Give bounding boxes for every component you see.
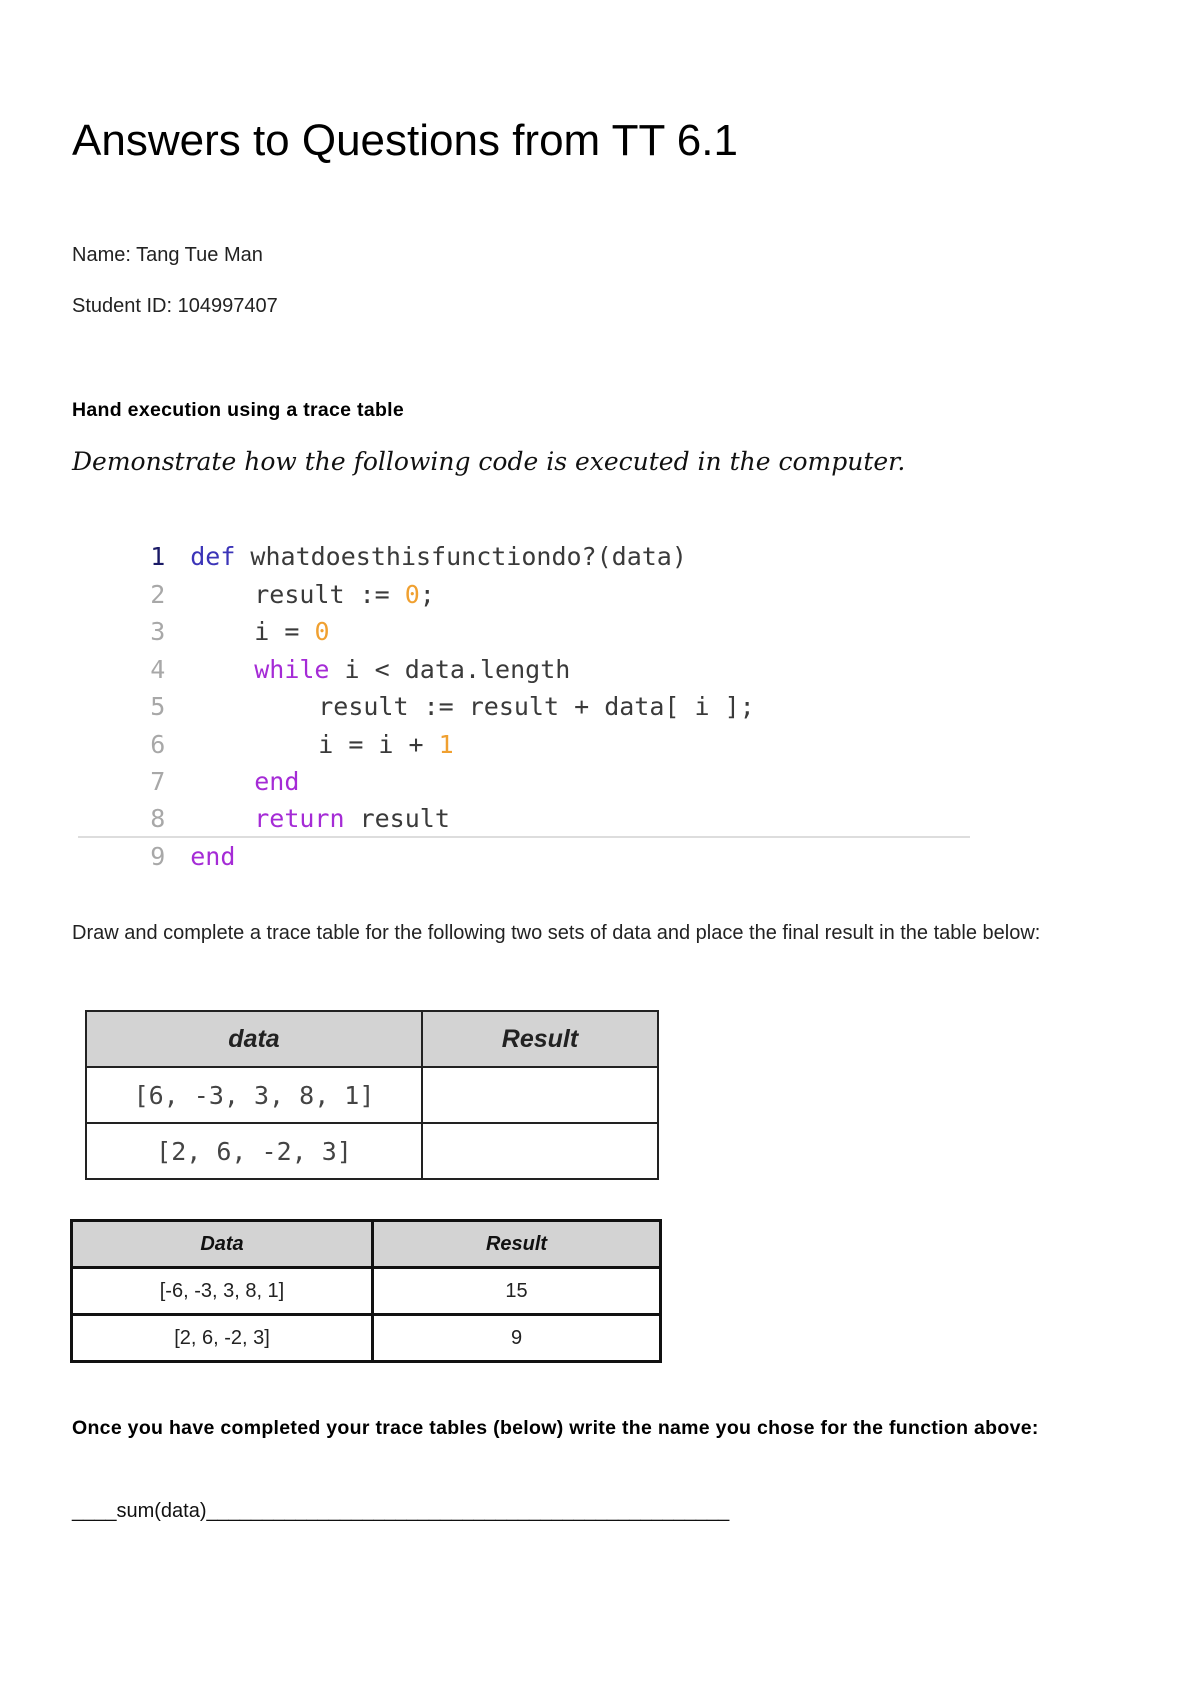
line-number: 2 bbox=[150, 580, 166, 609]
table-cell bbox=[422, 1123, 658, 1179]
table-header-row bbox=[86, 1011, 658, 1067]
code-listing bbox=[78, 500, 970, 871]
line-number: 8 bbox=[150, 804, 166, 833]
closing-question: Once you have completed your trace tables (below) write the name you chose for the function above: bbox=[72, 1417, 1039, 1439]
table-cell: 15 bbox=[373, 1268, 661, 1315]
table-cell: [2, 6, -2, 3] bbox=[72, 1315, 373, 1362]
answer-table bbox=[70, 1219, 662, 1363]
column-header: data bbox=[86, 1011, 422, 1067]
line-number: 9 bbox=[150, 842, 166, 871]
line-number: 4 bbox=[150, 655, 166, 684]
table-cell: [2, 6, -2, 3] bbox=[86, 1123, 422, 1179]
column-header: Result bbox=[373, 1221, 661, 1268]
table-row bbox=[72, 1268, 661, 1315]
table-row bbox=[86, 1067, 658, 1123]
line-number: 1 bbox=[150, 542, 166, 571]
table-header-row bbox=[72, 1221, 661, 1268]
line-number: 3 bbox=[150, 617, 166, 646]
function-name-answer: ____sum(data)_______________________________________________ bbox=[72, 1500, 730, 1522]
task-paragraph: Draw and complete a trace table for the following two sets of data and place the final result in the table below: bbox=[72, 922, 1041, 944]
column-header: Result bbox=[422, 1011, 658, 1067]
student-name: Name: Tang Tue Man bbox=[72, 244, 263, 266]
column-header: Data bbox=[72, 1221, 373, 1268]
code-line: 7 end bbox=[78, 725, 299, 763]
code-line: 1 def whatdoesthisfunctiondo?(data) bbox=[78, 500, 687, 538]
student-id: Student ID: 104997407 bbox=[72, 295, 278, 317]
code-line: 5 result := result + data[ i ]; bbox=[78, 650, 755, 688]
section-heading: Hand execution using a trace table bbox=[72, 399, 405, 421]
line-number: 6 bbox=[150, 730, 166, 759]
table-row bbox=[86, 1123, 658, 1179]
code-line: 6 i = i + 1 bbox=[78, 688, 454, 726]
instruction-text: Demonstrate how the following code is executed in the computer. bbox=[72, 447, 906, 476]
code-line: 9 end bbox=[78, 800, 235, 838]
table-cell: 9 bbox=[373, 1315, 661, 1362]
code-line: 2 result := 0; bbox=[78, 538, 435, 576]
line-number: 7 bbox=[150, 767, 166, 796]
table-cell bbox=[422, 1067, 658, 1123]
question-table bbox=[85, 1010, 659, 1180]
line-number: 5 bbox=[150, 692, 166, 721]
table-cell: [-6, -3, 3, 8, 1] bbox=[72, 1268, 373, 1315]
code-line: 8 return result bbox=[78, 762, 450, 800]
code-divider bbox=[78, 836, 970, 838]
code-line: 4 while i < data.length bbox=[78, 613, 570, 651]
page-title: Answers to Questions from TT 6.1 bbox=[72, 116, 738, 165]
code-line: 3 i = 0 bbox=[78, 575, 330, 613]
table-cell: [6, -3, 3, 8, 1] bbox=[86, 1067, 422, 1123]
table-row bbox=[72, 1315, 661, 1362]
